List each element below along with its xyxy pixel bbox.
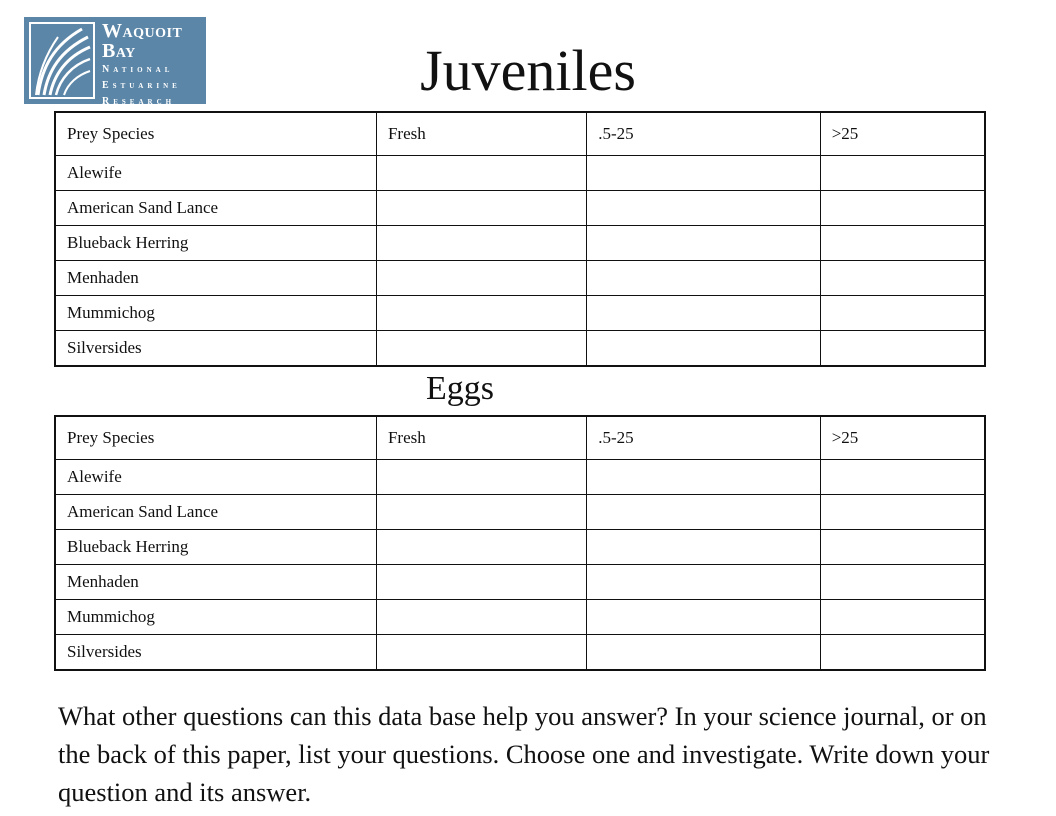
answer-cell[interactable] — [376, 530, 586, 565]
header-salinity-high: >25 — [820, 112, 985, 156]
species-cell: Mummichog — [55, 296, 376, 331]
table-header-row — [55, 112, 985, 156]
answer-cell[interactable] — [587, 635, 821, 671]
answer-cell[interactable] — [587, 156, 821, 191]
header-salinity-mid: .5-25 — [587, 416, 821, 460]
answer-cell[interactable] — [376, 600, 586, 635]
answer-cell[interactable] — [376, 191, 586, 226]
species-cell: Alewife — [55, 460, 376, 495]
table-row — [55, 156, 985, 191]
species-cell: Mummichog — [55, 600, 376, 635]
eggs-table — [54, 415, 986, 671]
answer-cell[interactable] — [587, 261, 821, 296]
answer-cell[interactable] — [587, 191, 821, 226]
page-title: Juveniles — [420, 38, 636, 103]
answer-cell[interactable] — [587, 530, 821, 565]
answer-cell[interactable] — [820, 635, 985, 671]
juveniles-table — [54, 111, 986, 367]
answer-cell[interactable] — [820, 156, 985, 191]
logo-line-3: Estuarine — [102, 80, 181, 91]
logo-line-4: Research — [102, 96, 176, 107]
logo-line-2: National — [102, 64, 174, 75]
answer-cell[interactable] — [820, 226, 985, 261]
answer-cell[interactable] — [587, 460, 821, 495]
answer-cell[interactable] — [587, 600, 821, 635]
header-salinity-high: >25 — [820, 416, 985, 460]
answer-cell[interactable] — [820, 331, 985, 367]
answer-cell[interactable] — [376, 296, 586, 331]
answer-cell[interactable] — [820, 191, 985, 226]
species-cell: American Sand Lance — [55, 191, 376, 226]
answer-cell[interactable] — [587, 565, 821, 600]
species-cell: Menhaden — [55, 565, 376, 600]
answer-cell[interactable] — [587, 296, 821, 331]
table-row — [55, 530, 985, 565]
answer-cell[interactable] — [376, 460, 586, 495]
answer-cell[interactable] — [820, 495, 985, 530]
answer-cell[interactable] — [376, 565, 586, 600]
answer-cell[interactable] — [376, 156, 586, 191]
table-row — [55, 460, 985, 495]
answer-cell[interactable] — [820, 460, 985, 495]
eggs-section-title: Eggs — [426, 370, 494, 407]
species-cell: American Sand Lance — [55, 495, 376, 530]
answer-cell[interactable] — [376, 226, 586, 261]
species-cell: Silversides — [55, 635, 376, 671]
logo-line-5: Reserve — [102, 112, 165, 123]
table-row — [55, 600, 985, 635]
answer-cell[interactable] — [376, 495, 586, 530]
answer-cell[interactable] — [376, 331, 586, 367]
species-cell: Silversides — [55, 331, 376, 367]
species-cell: Menhaden — [55, 261, 376, 296]
header-prey-species: Prey Species — [55, 112, 376, 156]
table-header-row — [55, 416, 985, 460]
answer-cell[interactable] — [820, 296, 985, 331]
answer-cell[interactable] — [587, 331, 821, 367]
instructions-paragraph: What other questions can this data base help you answer? In your science journal, or on the back of this paper, list your questions. Choose one and investigate. Write down your question and its answer. — [58, 701, 990, 807]
table-row — [55, 261, 985, 296]
species-cell: Blueback Herring — [55, 226, 376, 261]
species-cell: Alewife — [55, 156, 376, 191]
table-row — [55, 495, 985, 530]
table-row — [55, 565, 985, 600]
species-cell: Blueback Herring — [55, 530, 376, 565]
answer-cell[interactable] — [587, 495, 821, 530]
answer-cell[interactable] — [820, 565, 985, 600]
table-row — [55, 191, 985, 226]
table-row — [55, 635, 985, 671]
header-prey-species: Prey Species — [55, 416, 376, 460]
answer-cell[interactable] — [376, 635, 586, 671]
header-fresh: Fresh — [376, 112, 586, 156]
table-row — [55, 331, 985, 367]
header-salinity-mid: .5-25 — [587, 112, 821, 156]
answer-cell[interactable] — [820, 261, 985, 296]
logo-line-1: Waquoit Bay — [102, 20, 183, 62]
answer-cell[interactable] — [587, 226, 821, 261]
answer-cell[interactable] — [376, 261, 586, 296]
table-row — [55, 296, 985, 331]
answer-cell[interactable] — [820, 600, 985, 635]
table-row — [55, 226, 985, 261]
header-fresh: Fresh — [376, 416, 586, 460]
answer-cell[interactable] — [820, 530, 985, 565]
